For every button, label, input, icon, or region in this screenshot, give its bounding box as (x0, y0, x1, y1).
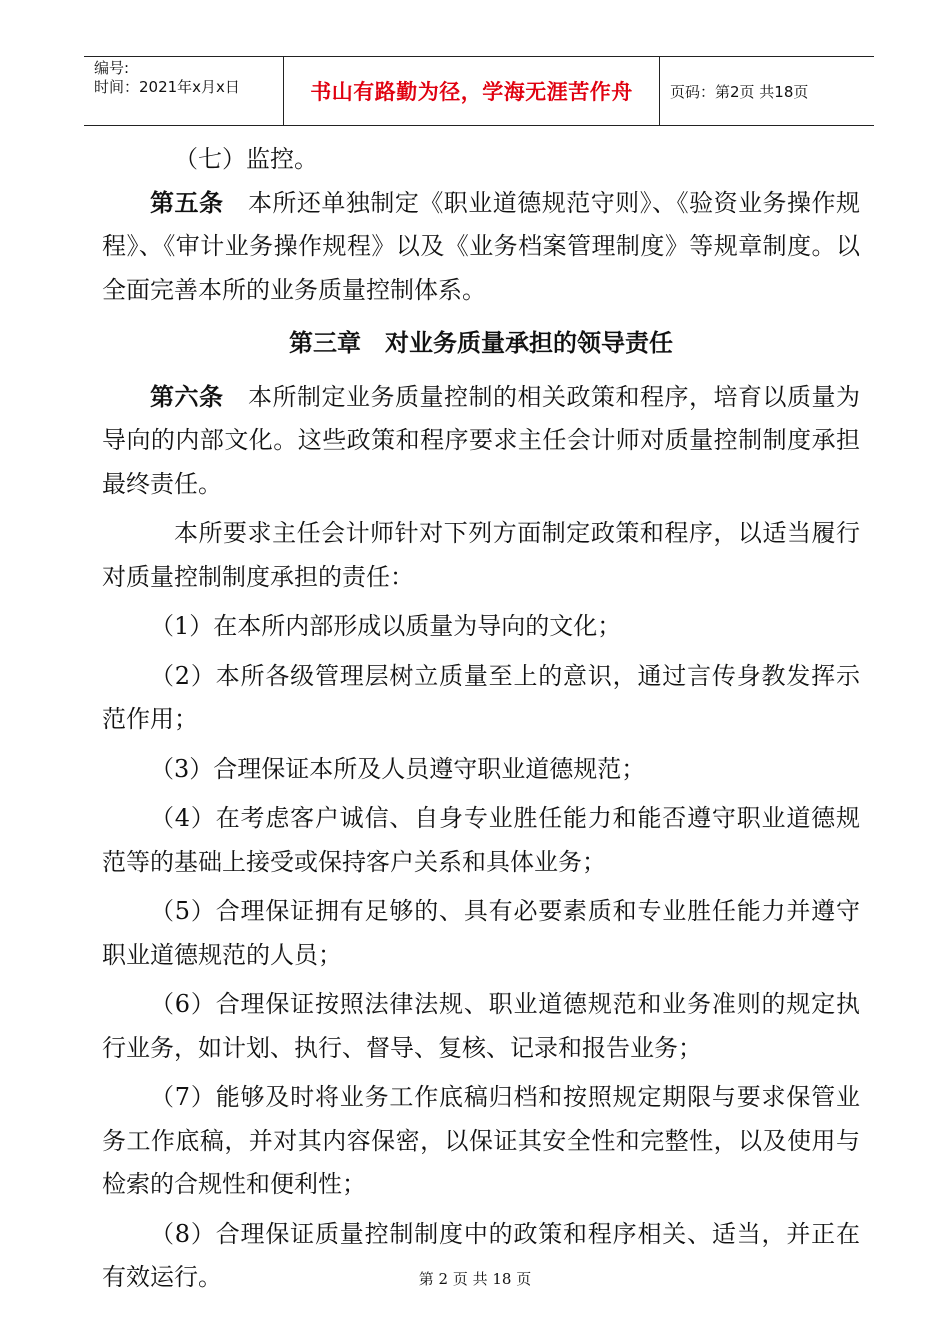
paragraph-monitoring: （七）监控。 (174, 145, 318, 173)
document-header (84, 56, 874, 126)
header-page-info: 页码：第2页 共18页 (670, 82, 809, 101)
header-meta (84, 57, 284, 125)
article-6-text: 本所制定业务质量控制的相关政策和程序，培育以质量为导向的内部文化。这些政策和程序要求主任会计师对质量控制制度承担最终责任。 (102, 382, 860, 498)
list-item-2: （2）本所各级管理层树立质量至上的意识，通过言传身教发挥示范作用； (102, 661, 860, 733)
list-item-4: （4）在考虑客户诚信、自身专业胜任能力和能否遵守职业道德规范等的基础上接受或保持客户关系和具体业务； (102, 804, 860, 876)
article-6-lead: 第六条 (150, 382, 224, 411)
article-6 (102, 376, 860, 507)
paragraph-intro: 本所要求主任会计师针对下列方面制定政策和程序，以适当履行对质量控制制度承担的责任： (102, 519, 860, 591)
article-5-text: 本所还单独制定《职业道德规范守则》、《验资业务操作规程》、《审计业务操作规程》以及《业务档案管理制度》等规章制度。以全面完善本所的业务质量控制体系。 (102, 188, 861, 304)
page-footer: 第 2 页 共 18 页 (418, 1270, 532, 1288)
time-label: 时间：2021年x月x日 (94, 78, 240, 96)
document-body (102, 138, 860, 1300)
chapter-title: 第三章 对业务质量承担的领导责任 (289, 329, 673, 357)
list-item-7: （7）能够及时将业务工作底稿归档和按照规定期限与要求保管业务工作底稿，并对其内容保密，以保证其安全性和完整性，以及使用与检索的合规性和便利性； (102, 1083, 860, 1198)
list-item-6: （6）合理保证按照法律法规、职业道德规范和业务准则的规定执行业务，如计划、执行、督导、复核、记录和报告业务； (102, 990, 860, 1062)
list-item-5: （5）合理保证拥有足够的、具有必要素质和专业胜任能力并遵守职业道德规范的人员； (102, 897, 860, 969)
article-5 (102, 182, 860, 313)
list-item-1: （1）在本所内部形成以质量为导向的文化； (150, 612, 622, 640)
article-5-lead: 第五条 (150, 188, 224, 217)
list-item-3: （3）合理保证本所及人员遵守职业道德规范； (150, 754, 646, 783)
list-item-8: （8）合理保证质量控制制度中的政策和程序相关、适当，并正在有效运行。 (102, 1219, 860, 1291)
code-label: 编号: (94, 59, 130, 77)
header-motto: 书山有路勤为径，学海无涯苦作舟 (284, 57, 660, 125)
